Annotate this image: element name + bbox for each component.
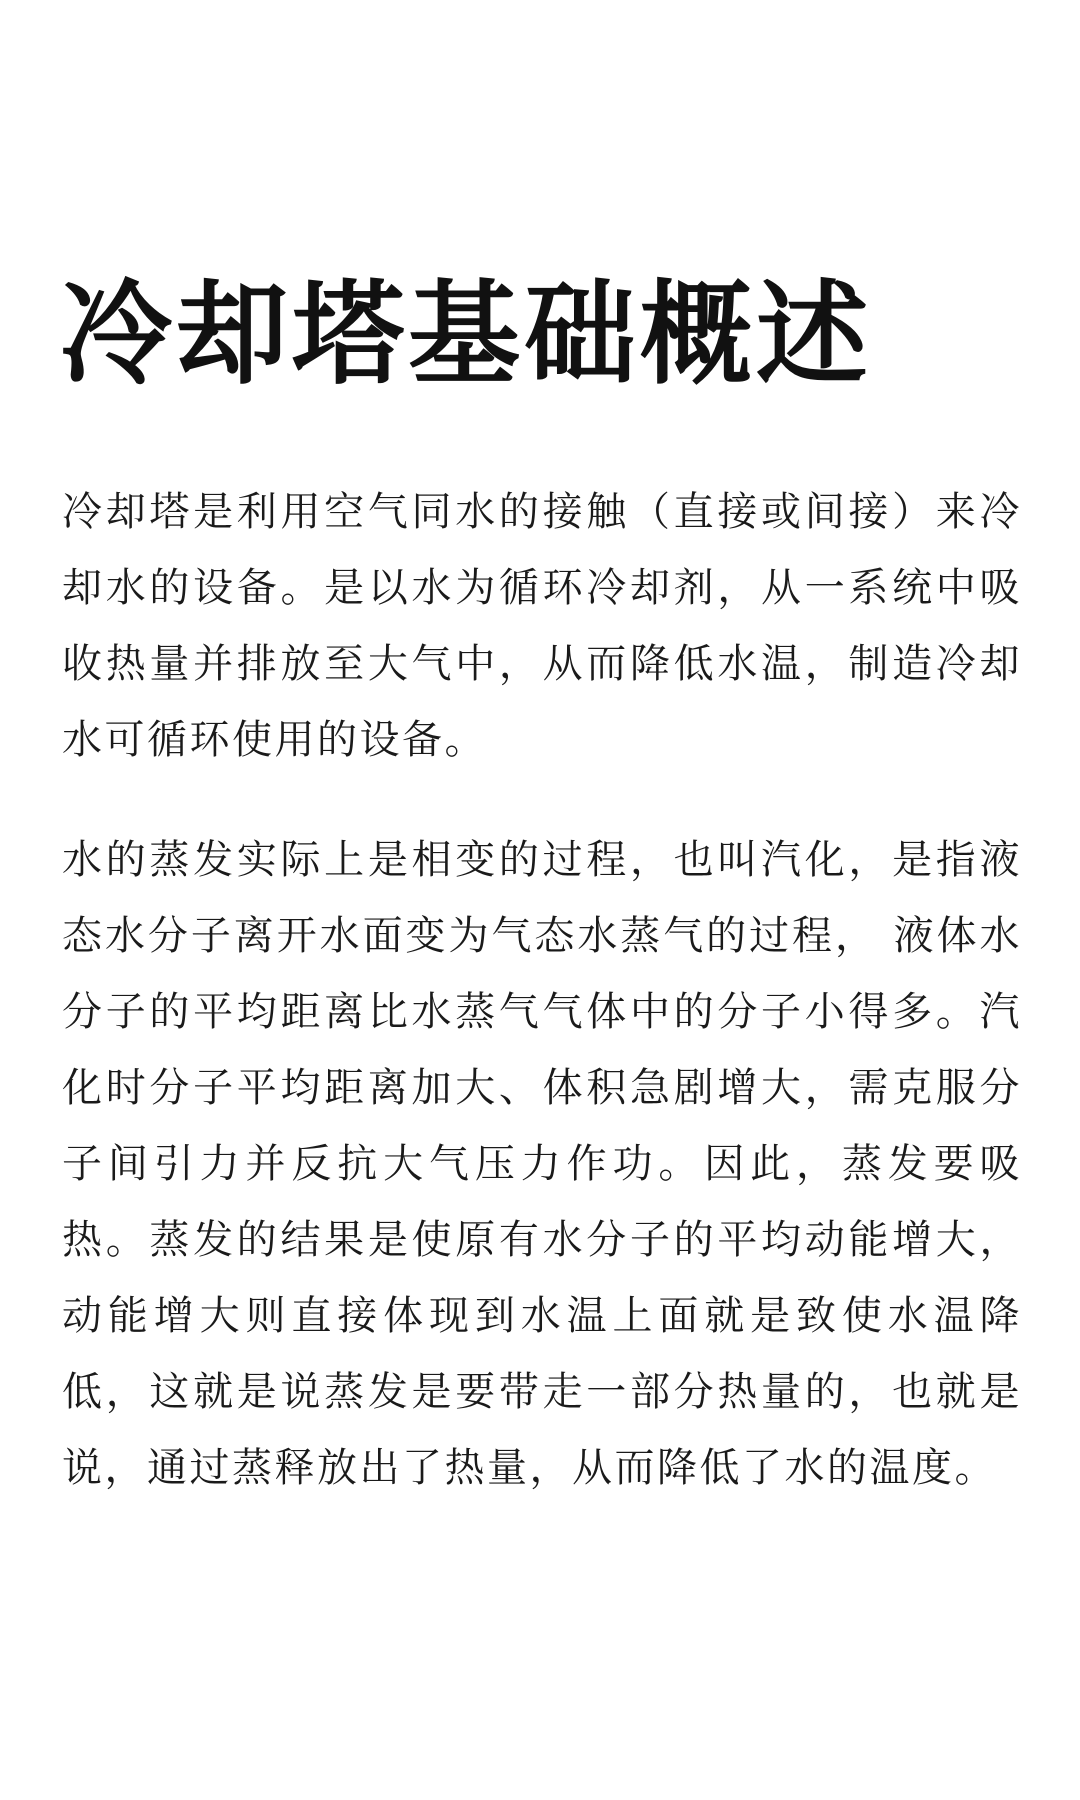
article-paragraph-1: 冷却塔是利用空气同水的接触（直接或间接）来冷却水的设备。是以水为循环冷却剂，从一系统中吸收热量并排放至大气中，从而降低水温，制造冷却水可循环使用的设备。 [62,489,1022,763]
article-paragraph-2: 水的蒸发实际上是相变的过程，也叫汽化，是指液态水分子离开水面变为气态水蒸气的过程， 液体水分子的平均距离比水蒸气气体中的分子小得多。汽化时分子平均距离加大、体积急剧增大，需克服分子间引力并反抗大气压力作功。因此，蒸发要吸热。蒸发的结果是使原有水分子的平均动能增大，动能增大则直接体现到水温上面就是致使水温降低，这就是说蒸发是要带走一部分热量的，也就是说，通过蒸释放出了热量，从而降低了水的温度。 [62,837,1022,1491]
article-title: 冷却塔基础概述 [60,270,872,400]
